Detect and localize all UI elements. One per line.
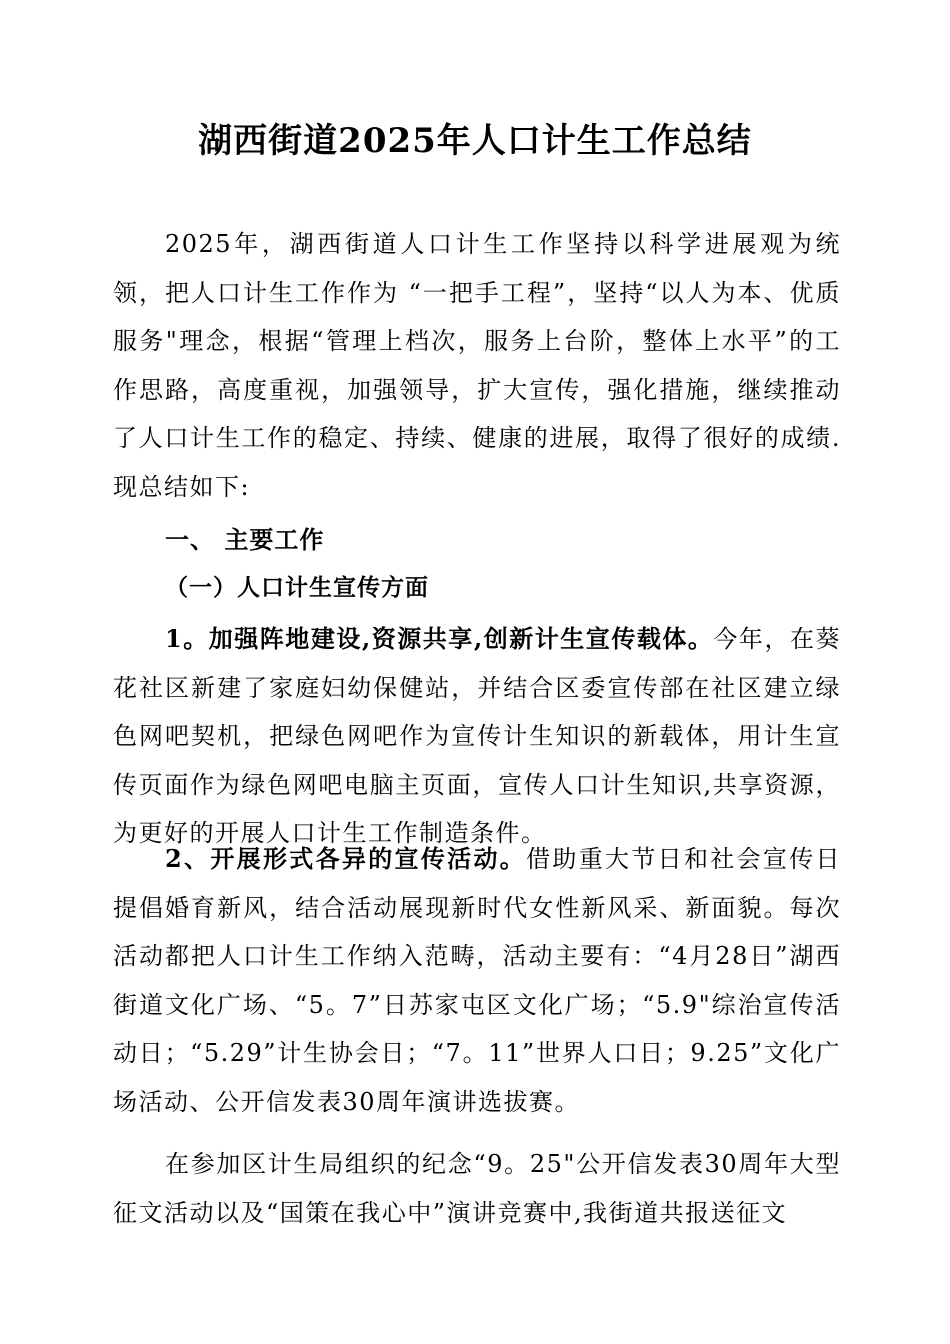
subsection-heading-publicity: （一）人口计生宣传方面 xyxy=(165,574,429,601)
item-2-text: 借助重大节日和社会宣传日提倡婚育新风，结合活动展现新时代女性新风采、新面貌。每次活动都把人口计生工作纳入范畴，活动主要有：“4月28日”湖西街道文化广场、“5。7”日苏家屯区文化广场；“5.9"综治宣传活动日；“5.29”计生协会日；“7。11”世界人口日；9.25”文化广场活动、公开信发表30周年演讲选拔赛。 xyxy=(113,845,842,1116)
item-2-lead: 2、开展形式各异的宣传活动。 xyxy=(165,844,527,873)
item-1-lead: 1。加强阵地建设,资源共享,创新计生宣传载体。 xyxy=(165,624,714,653)
item-1-paragraph xyxy=(113,615,841,858)
intro-paragraph: 2025年，湖西街道人口计生工作坚持以科学进展观为统领，把人口计生工作作为 “一把手工程”，坚持“以人为本、优质服务"理念，根据“管理上档次，服务上台阶，整体上水平”的工作思路，高度重视，加强领导，扩大宣传，强化措施，继续推动了人口计生工作的稳定、持续、健康的进展，取得了很好的成绩.现总结如下: xyxy=(113,230,841,501)
section-heading-main-work: 一、 主要工作 xyxy=(165,525,325,554)
essay-contest-paragraph: 在参加区计生局组织的纪念“9。25"公开信发表30周年大型征文活动以及“国策在我心中”演讲竞赛中,我街道共报送征文 xyxy=(113,1150,841,1227)
document-title: 湖西街道2025年人口计生工作总结 xyxy=(198,121,752,161)
item-2-paragraph xyxy=(113,835,841,1126)
item-1-text: 今年，在葵花社区新建了家庭妇幼保健站，并结合区委宣传部在社区建立绿色网吧契机，把绿色网吧作为宣传计生知识的新载体，用计生宣传页面作为绿色网吧电脑主页面，宣传人口计生知识,共享资源，为更好的开展人口计生工作制造条件。 xyxy=(113,625,841,847)
